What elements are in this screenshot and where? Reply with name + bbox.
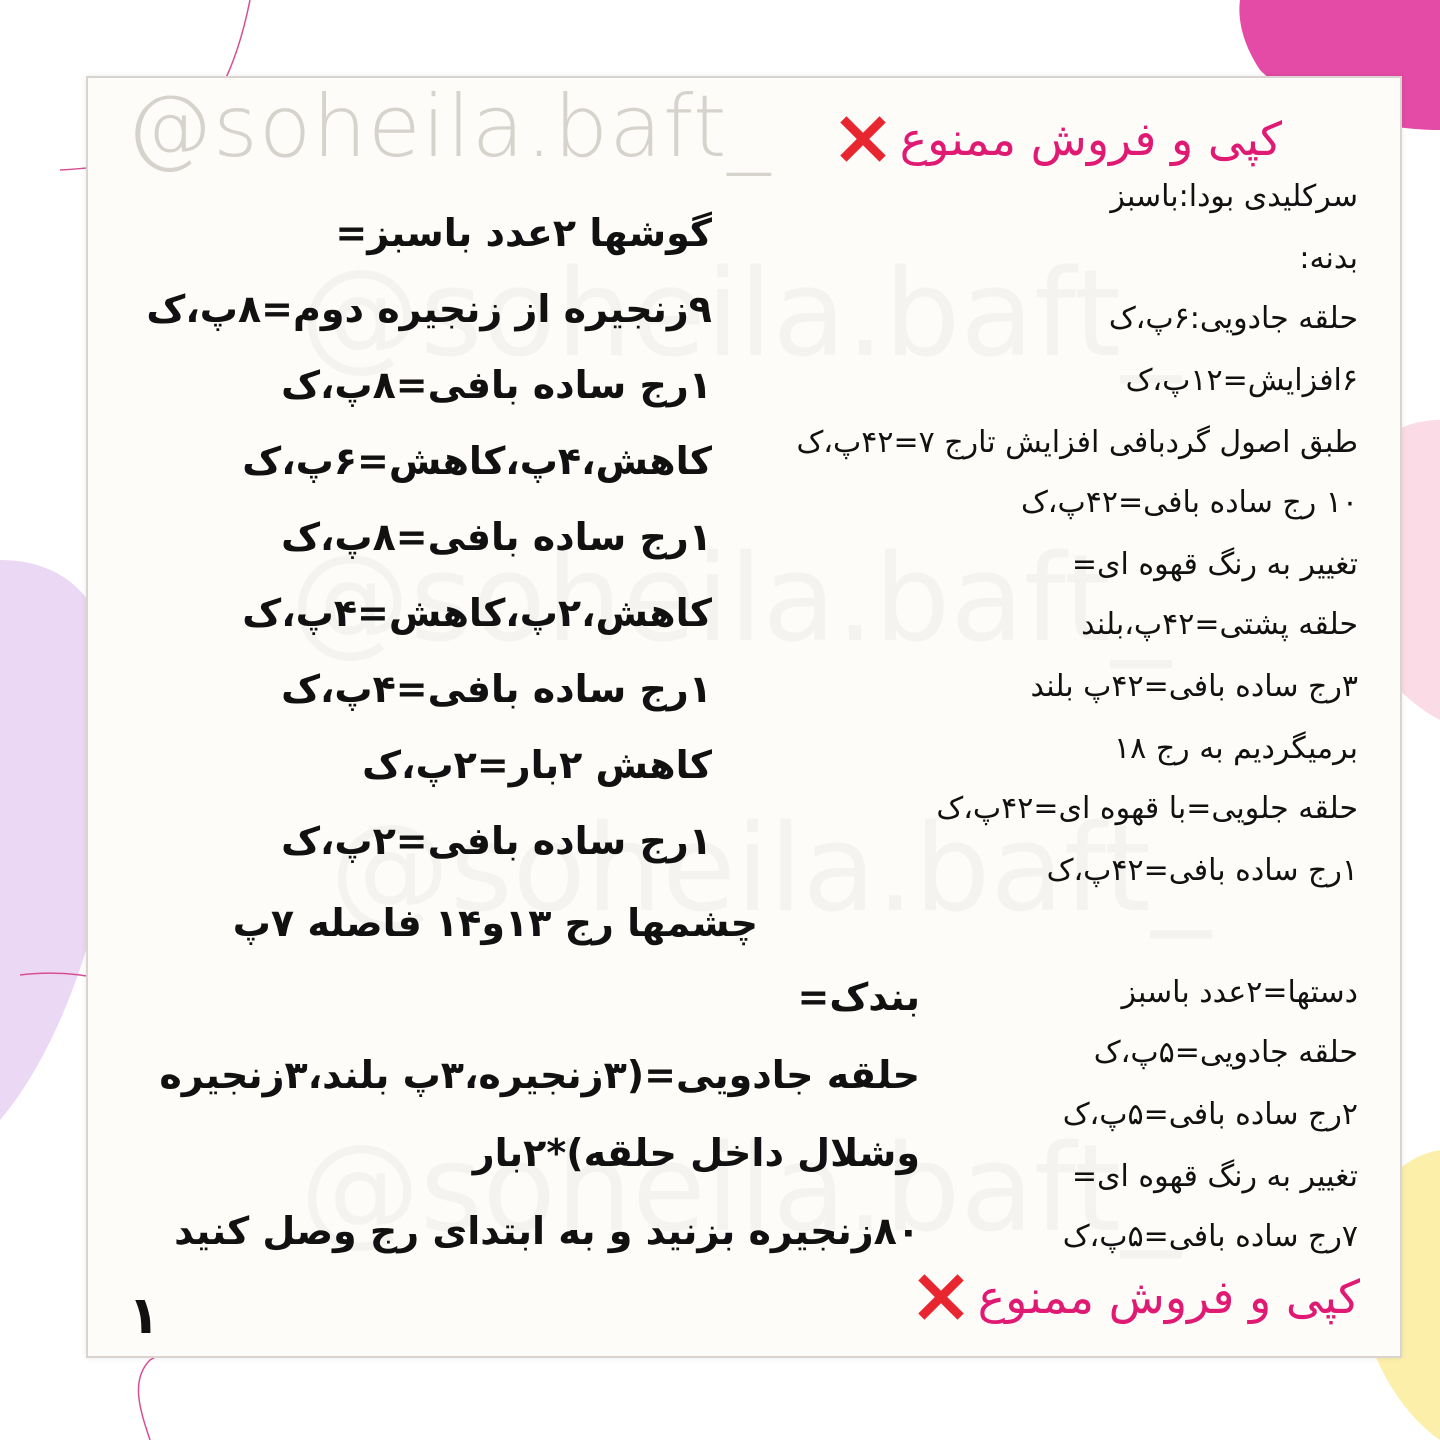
instruction-line: ۳رج ساده بافی=۴۲پ بلند <box>1030 669 1358 704</box>
instruction-line: ۱رج ساده بافی=۴۲پ،ک <box>1046 853 1358 888</box>
instruction-line: تغییر به رنگ قهوه ای= <box>1071 547 1358 582</box>
instruction-line: بندک= <box>797 975 920 1019</box>
instruction-line: ۲رج ساده بافی=۵پ،ک <box>1062 1097 1358 1132</box>
instruction-line: حلقه جادویی=۵پ،ک <box>1093 1035 1358 1070</box>
instruction-line: ۱رج ساده بافی=۸پ،ک <box>281 515 712 559</box>
instruction-line: چشمها رج ۱۳و۱۴ فاصله ۷پ <box>232 901 758 945</box>
instruction-line: سرکلیدی بودا:باسبز <box>1110 179 1358 214</box>
instruction-line: کاهش،۲پ،کاهش=۴پ،ک <box>242 591 712 635</box>
instruction-line: ۸۰زنجیره بزنید و به ابتدای رج وصل کنید <box>174 1209 920 1253</box>
instruction-line: حلقه جلویی=با قهوه ای=۴۲پ،ک <box>936 791 1358 826</box>
cross-mark-icon <box>910 1266 972 1328</box>
instruction-line: ۱رج ساده بافی=۴پ،ک <box>281 667 712 711</box>
copy-warning-bottom <box>910 1266 1360 1328</box>
instruction-line: ۷رج ساده بافی=۵پ،ک <box>1062 1219 1358 1254</box>
instruction-line: وشلال داخل حلقه)*۲بار <box>472 1131 920 1175</box>
instruction-line: حلقه جادویی=(۳زنجیره،۳پ بلند،۳زنجیره <box>159 1053 920 1097</box>
strap-instructions <box>140 0 920 1440</box>
warning-text: کپی و فروش ممنوع <box>899 112 1282 166</box>
instruction-line: گوشها ۲عدد باسبز= <box>335 211 712 255</box>
instruction-line: ۱۰ رج ساده بافی=۴۲پ،ک <box>1020 485 1358 520</box>
instruction-line: کاهش،۴پ،کاهش=۶پ،ک <box>242 439 712 483</box>
instruction-line: طبق اصول گردبافی افزایش تارج ۷=۴۲پ،ک <box>796 425 1358 460</box>
instruction-line: حلقه پشتی=۴۲پ،بلند <box>1081 607 1358 642</box>
instruction-line: حلقه جادویی:۶پ،ک <box>1108 301 1358 336</box>
instruction-line: برمیگردیم به رج ۱۸ <box>1114 731 1358 766</box>
instruction-line: ۶افزایش=۱۲پ،ک <box>1125 363 1358 398</box>
warning-text: کپی و فروش ممنوع <box>977 1270 1360 1324</box>
instruction-line: ۱رج ساده بافی=۸پ،ک <box>281 363 712 407</box>
instruction-line: ۱رج ساده بافی=۲پ،ک <box>281 819 712 863</box>
author-handle: @soheila.baft_ <box>126 77 772 177</box>
instruction-line: کاهش ۲بار=۲پ،ک <box>362 743 712 787</box>
instruction-line: دستها=۲عدد باسبز <box>1121 975 1358 1010</box>
instruction-line: تغییر به رنگ قهوه ای= <box>1071 1159 1358 1194</box>
page-number: ۱ <box>128 1286 160 1346</box>
instruction-line: بدنه: <box>1299 241 1358 276</box>
instruction-line: ۹زنجیره از زنجیره دوم=۸پ،ک <box>146 287 712 331</box>
